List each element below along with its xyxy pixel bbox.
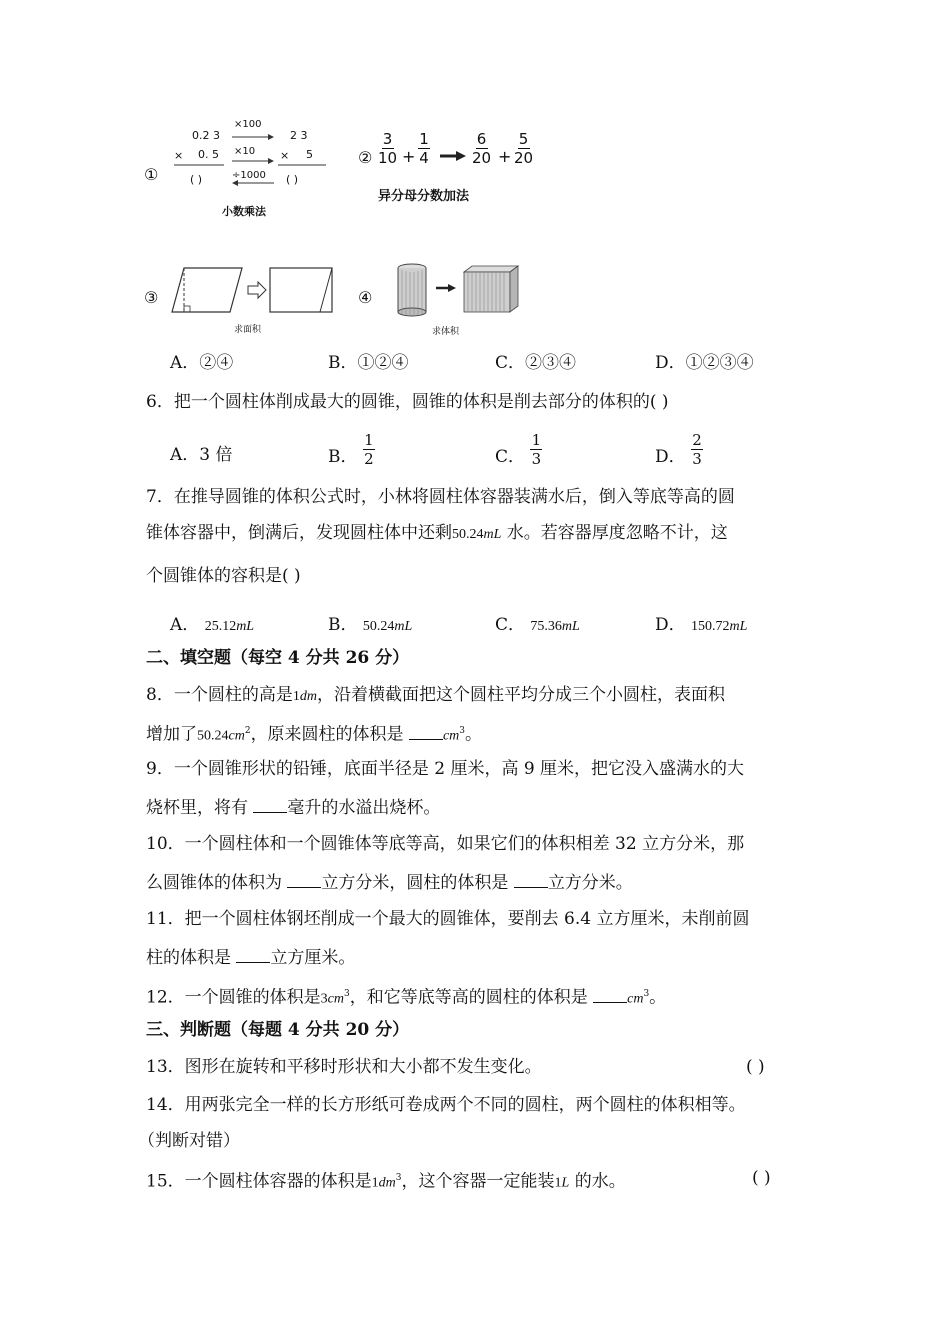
unit: mL <box>236 619 255 634</box>
op-divide-1000: ÷1000 <box>232 170 266 181</box>
value: 50.24 <box>452 527 484 542</box>
text: 立方分米。 <box>547 873 633 893</box>
q5-option-c[interactable]: C．②③④ <box>495 353 577 373</box>
q7-line-2 <box>146 523 728 545</box>
fraction-3-10 <box>378 131 397 166</box>
figure-number-1: ① <box>144 165 159 184</box>
plus-sign-1: + <box>402 147 416 166</box>
q5-option-b[interactable]: B．①②④ <box>328 353 409 373</box>
unit: cm <box>442 728 460 744</box>
q8-line-2 <box>146 721 482 747</box>
option-label: D． <box>655 615 686 635</box>
unit: dm <box>299 689 317 704</box>
unit: mL <box>483 527 502 542</box>
text: 么圆锥体的体积为 <box>146 873 288 893</box>
fraction-1-3 <box>530 432 542 467</box>
figure-number-3: ③ <box>144 288 159 307</box>
fraction-denominator: 2 <box>364 450 374 468</box>
answer-blank[interactable] <box>593 986 627 1003</box>
text: 的水。 <box>569 1171 626 1192</box>
option-label: A． <box>170 615 200 635</box>
fraction-numerator: 5 <box>518 130 529 148</box>
figure-1-caption: 小数乘法 <box>222 205 266 218</box>
q9-line-2 <box>146 796 440 818</box>
superscript: 3 <box>395 1173 402 1183</box>
text: 15．一个圆柱体容器的体积是 <box>146 1171 372 1192</box>
text: 烧杯里，将有 <box>146 798 254 818</box>
figure-3-caption: 求面积 <box>234 325 262 335</box>
right-arrow-icon <box>438 149 468 163</box>
unit: mL <box>394 619 413 634</box>
fraction-numerator: 1 <box>419 130 429 148</box>
superscript: 3 <box>643 989 650 999</box>
value: 75.36 <box>530 619 562 634</box>
q15-line <box>146 1168 626 1194</box>
q15-answer-paren[interactable]: ( ) <box>752 1168 771 1188</box>
figure-parallelogram-area <box>140 262 340 342</box>
fraction-denominator: 10 <box>378 149 398 167</box>
q13-line: 13．图形在旋转和平移时形状和大小都不发生变化。 <box>146 1057 542 1077</box>
factor-a-top: 0.2 3 <box>192 129 220 142</box>
q7-line-1: 7．在推导圆锥的体积公式时，小林将圆柱体容器装满水后，倒入等底等高的圆 <box>146 487 735 507</box>
figure-number-4: ④ <box>358 288 373 307</box>
text: ，和它等底等高的圆柱的体积是 <box>349 987 594 1008</box>
q6-option-b[interactable] <box>328 432 375 467</box>
multiply-sign-b: × <box>280 149 290 162</box>
q7-option-a[interactable] <box>170 610 254 635</box>
unit: cm <box>327 991 344 1007</box>
text: 毫升的水溢出烧杯。 <box>287 798 441 818</box>
q12-line <box>146 984 666 1010</box>
figure-cylinder-volume <box>358 262 528 342</box>
value: 1 <box>371 1175 379 1191</box>
superscript: 3 <box>459 726 466 736</box>
value: 25.12 <box>204 619 237 634</box>
text: 8．一个圆柱的高是 <box>146 685 293 705</box>
factor-a-bottom: 0. 5 <box>198 148 219 161</box>
figure-number-2: ② <box>358 148 373 167</box>
text: 。 <box>649 987 667 1008</box>
option-label: B． <box>328 447 358 467</box>
fraction-numerator: 1 <box>364 431 374 449</box>
q6-stem: 6．把一个圆柱体削成最大的圆锥，圆锥的体积是削去部分的体积的( ) <box>146 392 669 412</box>
answer-blank[interactable] <box>287 871 321 888</box>
text: ，这个容器一定能装 <box>401 1171 555 1192</box>
q11-line-1: 11．把一个圆柱体钢坯削成一个最大的圆锥体，要削去 6.4 立方厘米，未削前圆 <box>146 909 750 929</box>
text: ，沿着横截面把这个圆柱平均分成三个小圆柱，表面积 <box>316 685 725 705</box>
plus-sign-2: + <box>498 147 512 166</box>
figure-fraction-addition <box>358 125 558 210</box>
unit: cm <box>627 991 644 1007</box>
answer-blank[interactable] <box>236 946 270 963</box>
q6-option-d[interactable] <box>655 432 703 467</box>
option-label: B． <box>328 615 358 635</box>
q10-line-2 <box>146 871 633 893</box>
product-b-paren: ( ) <box>286 173 299 186</box>
value: 3 <box>320 991 328 1007</box>
fraction-denominator: 4 <box>419 149 429 167</box>
option-label: C． <box>495 615 526 635</box>
fraction-numerator: 1 <box>531 431 542 449</box>
product-a-paren: ( ) <box>190 173 203 186</box>
q7-option-d[interactable] <box>655 610 747 635</box>
text: 增加了 <box>146 724 197 745</box>
text: 。 <box>465 724 483 745</box>
q7-option-b[interactable] <box>328 610 412 635</box>
value: 1 <box>292 689 300 704</box>
cylinder-to-cuboid-icon <box>392 262 532 322</box>
fraction-denominator: 20 <box>472 149 492 167</box>
unit: L <box>561 1175 570 1191</box>
fraction-numerator: 2 <box>692 431 702 449</box>
q8-line-1 <box>146 685 725 707</box>
option-label: D． <box>655 447 686 467</box>
q14-line-2: （判断对错） <box>138 1131 240 1151</box>
option-label: C． <box>495 447 526 467</box>
superscript: 3 <box>343 989 350 999</box>
text: 立方分米，圆柱的体积是 <box>321 873 514 893</box>
factor-b-top: 2 3 <box>290 129 308 142</box>
value: 150.72 <box>691 619 730 634</box>
value: 50.24 <box>362 619 395 634</box>
unit: cm <box>228 728 245 744</box>
q10-line-1: 10．一个圆柱体和一个圆锥体等底等高，如果它们的体积相差 32 立方分米，那 <box>146 834 745 854</box>
q7-line-3: 个圆锥体的容积是( ) <box>146 566 301 586</box>
factor-b-bottom: 5 <box>306 148 313 161</box>
text: 水。若容器厚度忽略不计，这 <box>501 523 728 543</box>
q13-answer-paren[interactable]: ( ) <box>746 1057 765 1077</box>
multiply-sign-a: × <box>174 149 184 162</box>
section-2-heading: 二、填空题（每空 4 分共 26 分） <box>146 648 410 668</box>
q6-option-c[interactable] <box>495 432 542 467</box>
fraction-denominator: 3 <box>692 450 702 468</box>
figure-decimal-multiplication <box>140 115 340 225</box>
fraction-denominator: 3 <box>531 450 542 468</box>
text: 立方厘米。 <box>270 948 356 968</box>
parallelogram-to-rectangle-icon <box>162 264 342 320</box>
section-3-heading: 三、判断题（每题 4 分共 20 分） <box>146 1020 410 1040</box>
q9-line-1: 9．一个圆锥形状的铅锤，底面半径是 2 厘米，高 9 厘米，把它没入盛满水的大 <box>146 759 745 779</box>
answer-blank[interactable] <box>514 871 548 888</box>
fraction-denominator: 20 <box>514 149 534 167</box>
value: 1 <box>554 1175 562 1191</box>
text: 柱的体积是 <box>146 948 237 968</box>
fraction-numerator: 6 <box>476 130 487 148</box>
text: 12．一个圆锥的体积是 <box>146 987 321 1008</box>
fraction-5-20 <box>514 131 533 166</box>
q6-option-a[interactable]: A．3 倍 <box>170 445 233 465</box>
q5-option-a[interactable]: A．②④ <box>170 353 234 373</box>
answer-blank[interactable] <box>253 796 287 813</box>
q5-option-d[interactable]: D．①②③④ <box>655 353 754 373</box>
fraction-1-2 <box>363 432 375 467</box>
figure-4-caption: 求体积 <box>432 327 460 337</box>
value: 50.24 <box>197 728 229 744</box>
text: 锥体容器中，倒满后，发现圆柱体中还剩 <box>146 523 452 543</box>
op-times-100: ×100 <box>234 119 262 130</box>
fraction-numerator: 3 <box>382 130 393 148</box>
q14-line-1: 14．用两张完全一样的长方形纸可卷成两个不同的圆柱，两个圆柱的体积相等。 <box>146 1095 746 1115</box>
op-times-10: ×10 <box>234 146 256 157</box>
fraction-1-4 <box>418 131 430 166</box>
fraction-2-3 <box>691 432 703 467</box>
unit: mL <box>561 619 580 634</box>
text: ，原来圆柱的体积是 <box>250 724 409 745</box>
figure-2-caption: 异分母分数加法 <box>378 189 470 204</box>
q7-option-c[interactable] <box>495 610 580 635</box>
fraction-6-20 <box>472 131 491 166</box>
answer-blank[interactable] <box>409 723 443 740</box>
q11-line-2 <box>146 946 355 968</box>
unit: dm <box>378 1175 396 1191</box>
superscript: 2 <box>244 726 251 736</box>
unit: mL <box>729 619 748 634</box>
